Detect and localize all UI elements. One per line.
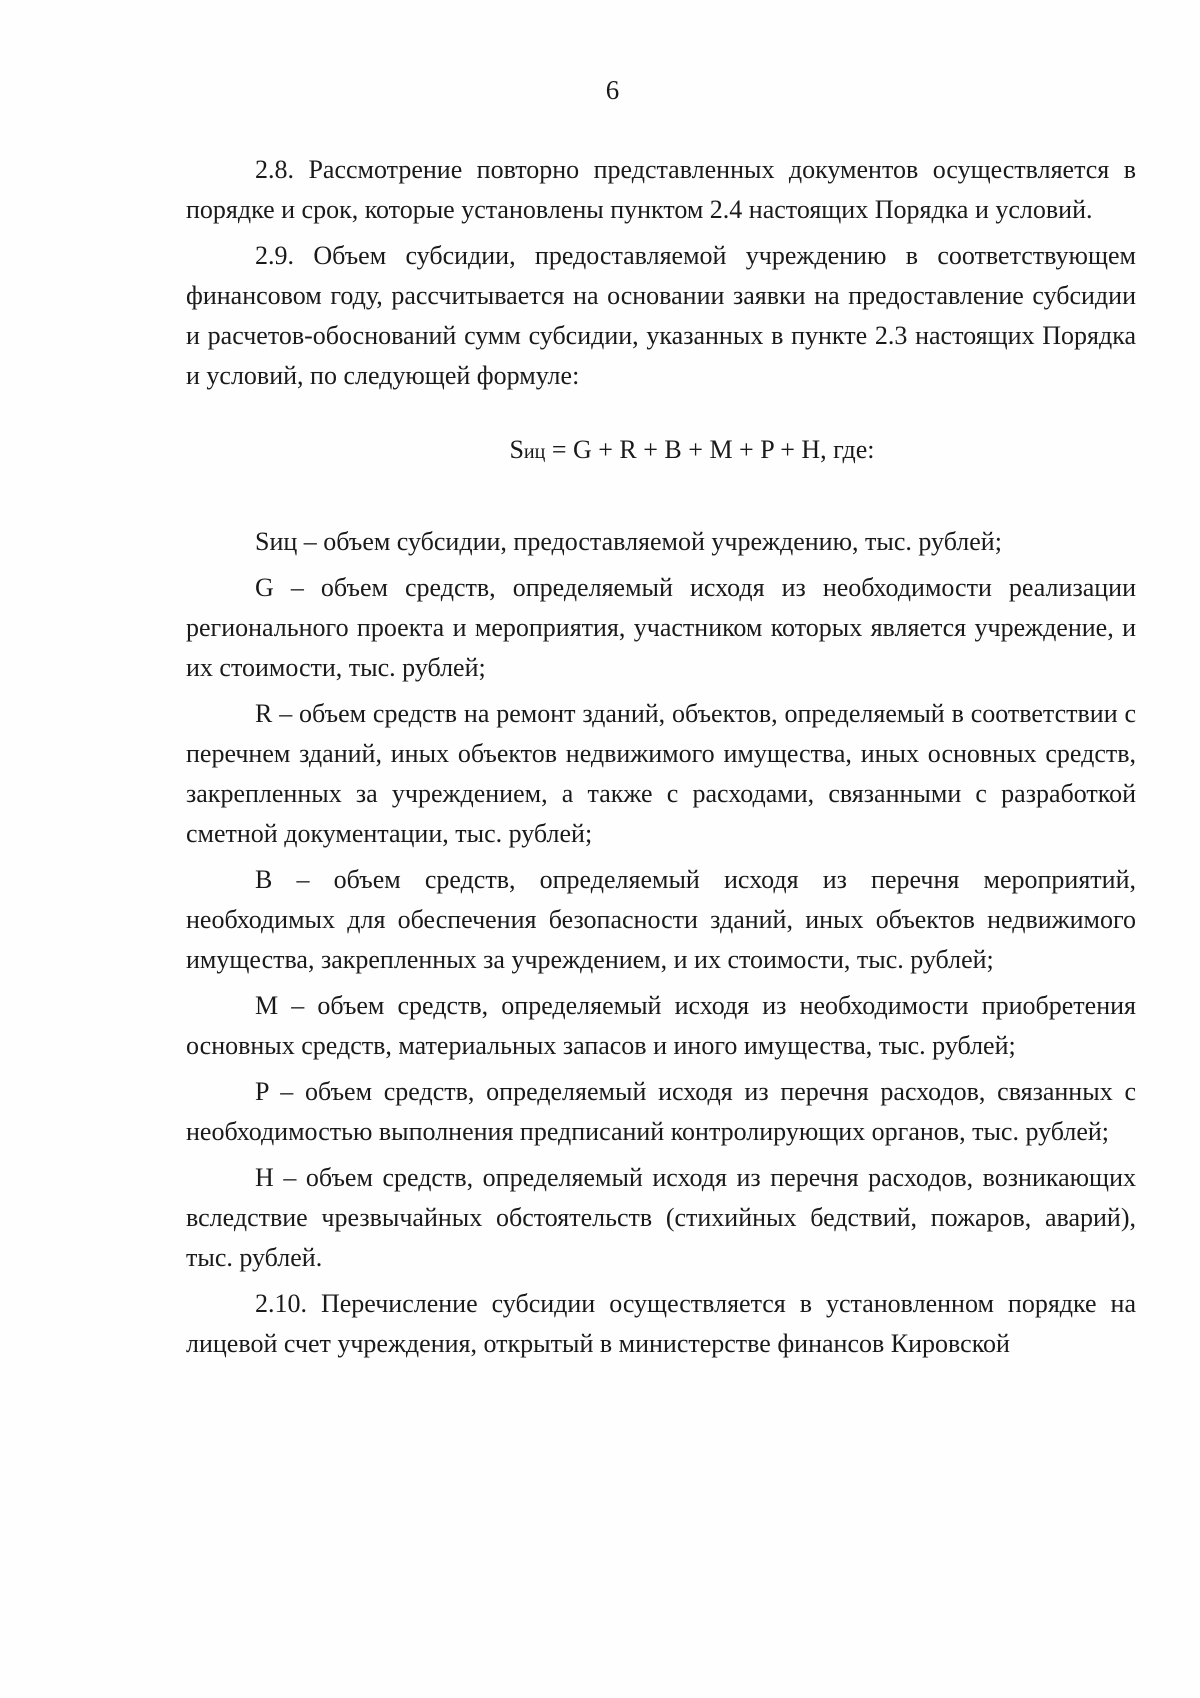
definition-p: P – объем средств, определяемый исходя из перечня расходов, связанных с необходимостью выполнения предписаний контролирующих органов, тыс. рублей;	[186, 1077, 1136, 1146]
paragraph-2-10: 2.10. Перечисление субсидии осуществляется в установленном порядке на лицевой счет учреждения, открытый в министерстве финансов Кировской	[186, 1289, 1136, 1358]
formula-lhs-subscript: иц	[523, 441, 546, 463]
formula-rhs: = G + R + B + M + P + H, где:	[545, 435, 875, 464]
formula-lhs-base: S	[509, 435, 524, 464]
document-body	[186, 150, 1136, 1370]
paragraph-2-9: 2.9. Объем субсидии, предоставляемой учреждению в соответствующем финансовом году, рассчитывается на основании заявки на предоставление субсидии и расчетов-обоснований сумм субсидии, указанных в пункте 2.3 настоящих Порядка и условий, по следующей формуле:	[186, 241, 1136, 390]
definition-b: B – объем средств, определяемый исходя из перечня мероприятий, необходимых для обеспечения безопасности зданий, иных объектов недвижимого имущества, закрепленных за учреждением, и их стоимости, тыс. рублей;	[186, 865, 1136, 974]
definition-s: Sиц – объем субсидии, предоставляемой учреждению, тыс. рублей;	[255, 527, 1002, 556]
definition-h: H – объем средств, определяемый исходя из перечня расходов, возникающих вследствие чрезвычайных обстоятельств (стихийных бедствий, пожаров, аварий), тыс. рублей.	[186, 1163, 1136, 1272]
definition-m: M – объем средств, определяемый исходя из необходимости приобретения основных средств, материальных запасов и иного имущества, тыс. рублей;	[186, 991, 1136, 1060]
page-number: 6	[605, 75, 620, 105]
definition-r: R – объем средств на ремонт зданий, объектов, определяемый в соответствии с перечнем зданий, иных объектов недвижимого имущества, иных основных средств, закрепленных за учреждением, а также с расходами, связанными с разработкой сметной документации, тыс. рублей;	[186, 699, 1136, 848]
paragraph-2-8: 2.8. Рассмотрение повторно представленных документов осуществляется в порядке и срок, которые установлены пунктом 2.4 настоящих Порядка и условий.	[186, 155, 1136, 224]
definition-g: G – объем средств, определяемый исходя из необходимости реализации регионального проекта и мероприятия, участником которых является учреждение, и их стоимости, тыс. рублей;	[186, 573, 1136, 682]
subsidy-formula	[186, 430, 1136, 472]
